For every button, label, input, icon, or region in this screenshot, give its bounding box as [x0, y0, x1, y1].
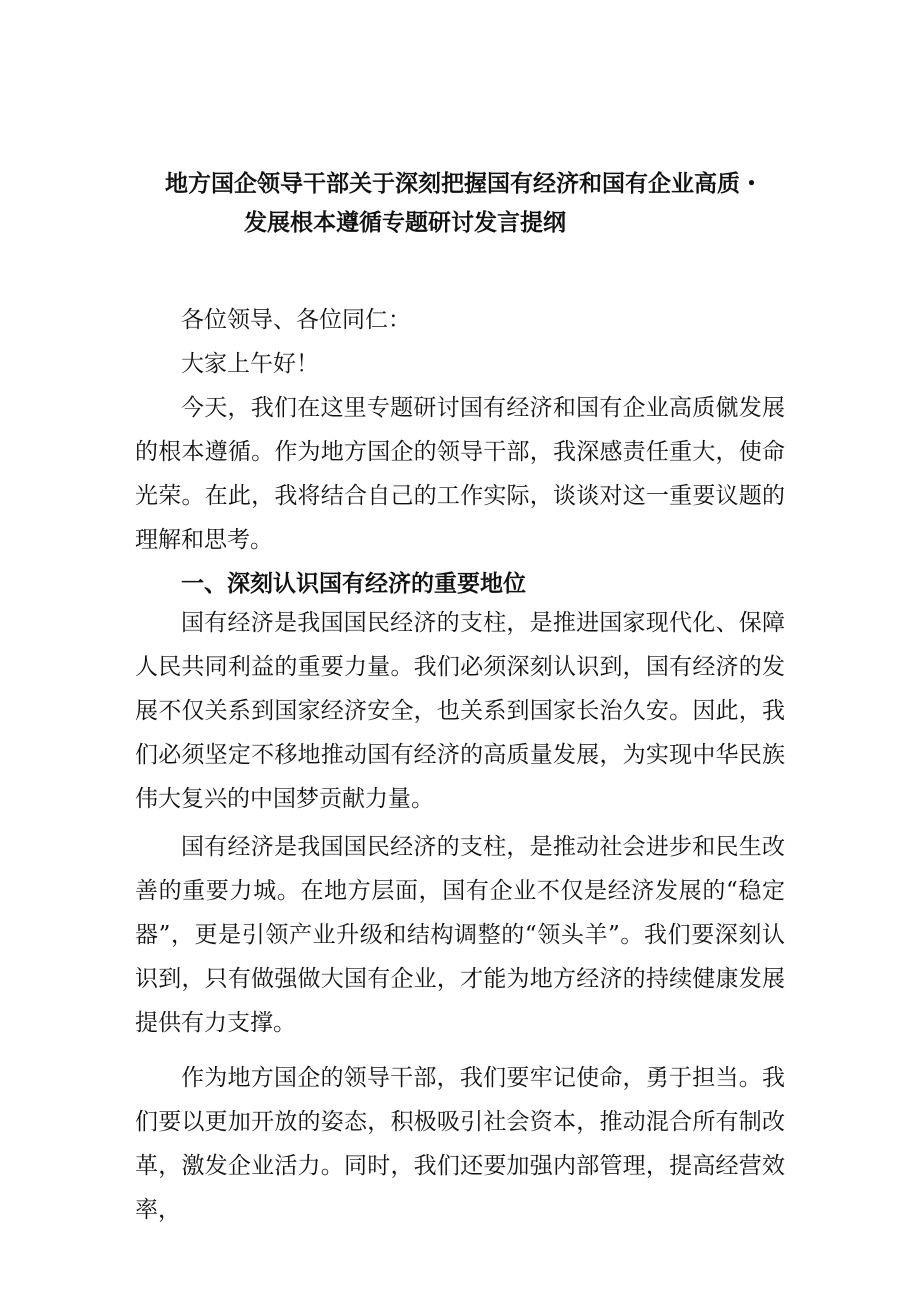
paragraph-3: [135, 825, 785, 1045]
salutation-text: 各位领导、各位同仁：: [181, 307, 411, 333]
paragraph-3-text: 国有经济是我国国民经济的支柱，是推动社会进步和民生改善的重要力城。在地方层面，国有企业不仅是经济发展的“稳定器”，更是引领产业升级和结构调整的“领头羊”。我们要深刻认识到，只有做强做大国有企业，才能为地方经济的持续健康发展提供有力支撑。: [135, 834, 785, 1036]
paragraph-1-text: 今天，我们在这里专题研讨国有经济和国有企业高质僦发展的根本遵循。作为地方国企的领导干部，我深感责任重大，使命光荣。在此，我将结合自己的工作实际，谈谈对这一重要议题的理解和思考。: [135, 395, 785, 553]
document-title-line-1: 地方国企领导干部关于深刻把握国有经济和国有企业高质・: [165, 170, 763, 197]
paragraph-4: [135, 1056, 785, 1232]
section-heading-1: [135, 562, 785, 606]
greeting: [135, 342, 785, 386]
section-heading-1-text: 一、深刻认识国有经济的重要地位: [181, 570, 526, 597]
paragraph-4-text: 作为地方国企的领导干部，我们要牢记使命，勇于担当。我们要以更加开放的姿态，积极吸引社会资本，推动混合所有制改革，激发企业活力。同时，我们还要加强内部管理，提高经营效率，: [135, 1065, 785, 1223]
paragraph-2: [135, 601, 785, 821]
paragraph-2-text: 国有经济是我国国民经济的支柱，是推进国家现代化、保障人民共同利益的重要力量。我们必须深刻认识到，国有经济的发展不仅关系到国家经济安全，也关系到国家长治久安。因此，我们必须坚定不移地推动国有经济的高质量发展，为实现中华民族伟大复兴的中国梦贡献力量。: [135, 610, 785, 812]
greeting-text: 大家上午好！: [181, 351, 319, 377]
salutation: [135, 298, 785, 342]
paragraph-1: [135, 386, 785, 562]
document-title-line-2: 发展根本遵循专题研讨发言提纲: [244, 209, 566, 236]
